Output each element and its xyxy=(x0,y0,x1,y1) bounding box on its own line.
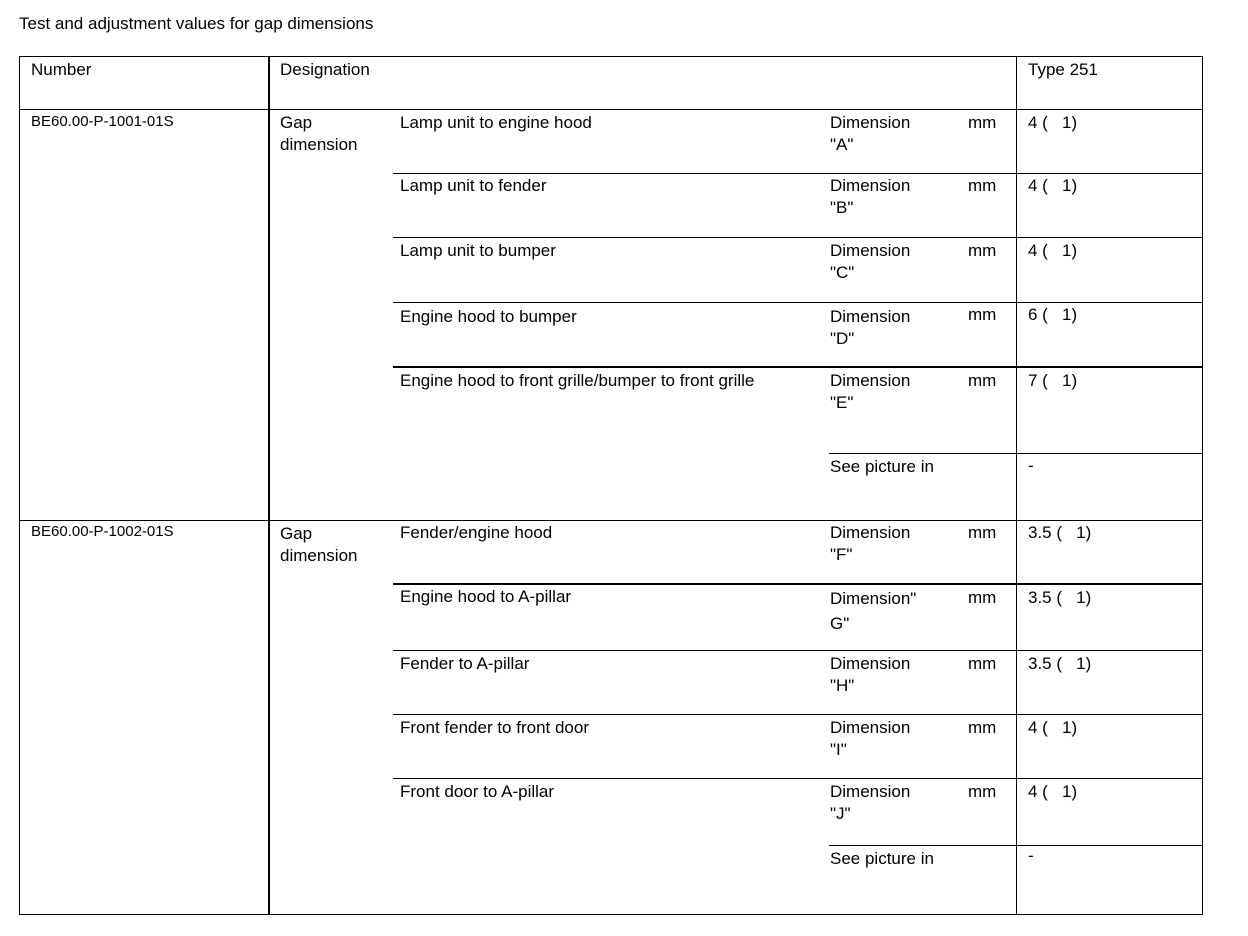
row-item: Lamp unit to engine hood xyxy=(400,113,592,132)
row-item: Fender to A-pillar xyxy=(400,654,530,673)
row-dimension: Dimension "B" xyxy=(830,176,911,217)
row-unit: mm xyxy=(968,782,997,801)
row-value: 4 ( 1) xyxy=(1028,113,1078,132)
row-value: 4 ( 1) xyxy=(1028,718,1078,737)
header-type: Type 251 xyxy=(1028,60,1098,79)
group-divider xyxy=(19,520,1203,521)
row-item: Engine hood to front grille/bumper to front grille xyxy=(400,371,755,390)
row-divider xyxy=(393,302,1203,303)
row-dimension: Dimension "A" xyxy=(830,113,911,154)
row-item: Engine hood to A-pillar xyxy=(400,587,572,606)
row-dimension: Dimension "H" xyxy=(830,654,911,695)
row-dimension: Dimension" G" xyxy=(830,589,917,633)
row-unit: mm xyxy=(968,176,997,195)
row-item: Front door to A-pillar xyxy=(400,782,555,801)
row-divider xyxy=(393,583,1203,585)
row-value: 4 ( 1) xyxy=(1028,241,1078,260)
group-number: BE60.00-P-1001-01S xyxy=(31,113,174,130)
row-dimension: Dimension "F" xyxy=(830,523,911,564)
row-divider xyxy=(393,650,1203,651)
page-title: Test and adjustment values for gap dimensions xyxy=(19,14,374,33)
row-item: Lamp unit to bumper xyxy=(400,241,556,260)
group-number: BE60.00-P-1002-01S xyxy=(31,523,174,540)
column-divider xyxy=(1016,56,1017,915)
row-unit: mm xyxy=(968,523,997,542)
row-divider xyxy=(393,237,1203,238)
row-divider xyxy=(829,845,1203,846)
header-divider xyxy=(19,109,1203,110)
row-divider xyxy=(393,714,1203,715)
row-divider xyxy=(393,778,1203,779)
header-number: Number xyxy=(31,60,92,79)
row-value: 4 ( 1) xyxy=(1028,782,1078,801)
see-picture-value: - xyxy=(1028,456,1034,475)
group-designation: Gap dimension xyxy=(280,113,358,154)
row-value: 7 ( 1) xyxy=(1028,371,1078,390)
row-dimension: Dimension "J" xyxy=(830,782,911,823)
row-value: 4 ( 1) xyxy=(1028,176,1078,195)
see-picture-label: See picture in xyxy=(830,849,934,868)
row-value: 6 ( 1) xyxy=(1028,305,1078,324)
row-unit: mm xyxy=(968,588,997,607)
row-unit: mm xyxy=(968,113,997,132)
row-dimension: Dimension "C" xyxy=(830,241,911,282)
row-unit: mm xyxy=(968,241,997,260)
row-unit: mm xyxy=(968,371,997,390)
row-value: 3.5 ( 1) xyxy=(1028,588,1092,607)
row-dimension: Dimension "E" xyxy=(830,371,911,412)
row-unit: mm xyxy=(968,718,997,737)
column-divider xyxy=(268,56,270,915)
row-item: Fender/engine hood xyxy=(400,523,553,542)
row-item: Front fender to front door xyxy=(400,718,589,737)
row-value: 3.5 ( 1) xyxy=(1028,523,1092,542)
row-value: 3.5 ( 1) xyxy=(1028,654,1092,673)
row-divider xyxy=(829,453,1203,454)
row-dimension: Dimension "I" xyxy=(830,718,911,759)
header-designation: Designation xyxy=(280,60,370,79)
row-dimension: Dimension "D" xyxy=(830,307,911,348)
group-designation: Gap dimension xyxy=(280,524,358,565)
row-divider xyxy=(393,173,1203,174)
row-item: Engine hood to bumper xyxy=(400,307,577,326)
row-unit: mm xyxy=(968,654,997,673)
see-picture-label: See picture in xyxy=(830,457,934,476)
see-picture-value: - xyxy=(1028,846,1034,865)
row-divider xyxy=(393,366,1203,368)
row-unit: mm xyxy=(968,305,997,324)
row-item: Lamp unit to fender xyxy=(400,176,547,195)
gap-dimensions-table xyxy=(19,56,1203,915)
